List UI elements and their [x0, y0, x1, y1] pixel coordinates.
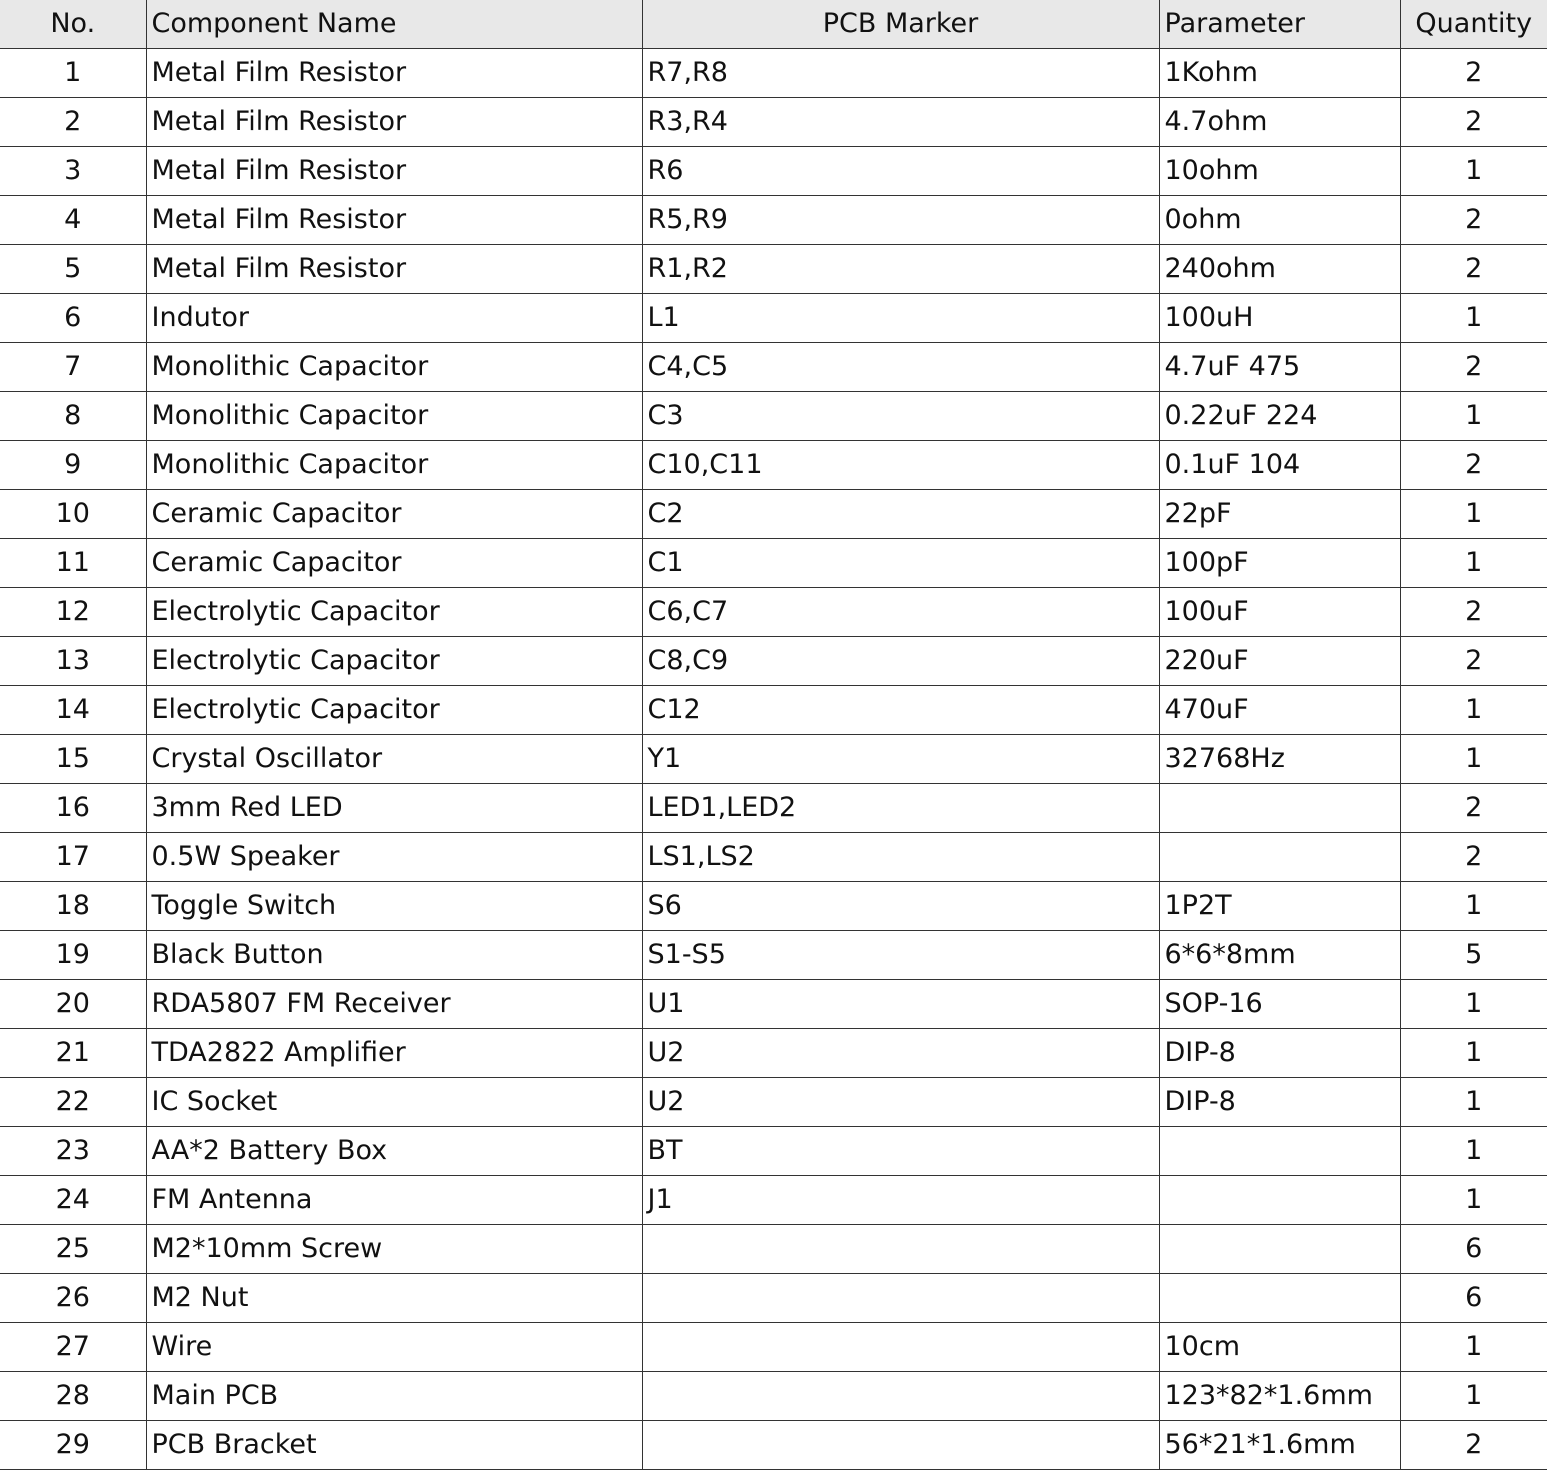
table-row: [0, 1274, 1547, 1323]
cell-no: 1: [0, 49, 146, 98]
cell-quantity: 2: [1400, 98, 1547, 147]
cell-pcb-marker: C3: [642, 392, 1159, 441]
cell-component-name: Electrolytic Capacitor: [146, 588, 642, 637]
cell-component-name: 0.5W Speaker: [146, 833, 642, 882]
table-row: [0, 1372, 1547, 1421]
table-row: [0, 245, 1547, 294]
cell-pcb-marker: C4,C5: [642, 343, 1159, 392]
cell-parameter: 6*6*8mm: [1159, 931, 1400, 980]
cell-parameter: [1159, 1225, 1400, 1274]
cell-quantity: 2: [1400, 343, 1547, 392]
cell-pcb-marker: S6: [642, 882, 1159, 931]
cell-component-name: Metal Film Resistor: [146, 147, 642, 196]
cell-pcb-marker: C10,C11: [642, 441, 1159, 490]
cell-parameter: 10cm: [1159, 1323, 1400, 1372]
cell-parameter: 10ohm: [1159, 147, 1400, 196]
cell-component-name: Metal Film Resistor: [146, 245, 642, 294]
cell-parameter: 4.7ohm: [1159, 98, 1400, 147]
cell-component-name: Metal Film Resistor: [146, 49, 642, 98]
cell-quantity: 1: [1400, 490, 1547, 539]
cell-quantity: 1: [1400, 392, 1547, 441]
cell-pcb-marker: U2: [642, 1029, 1159, 1078]
header-quantity: Quantity: [1400, 0, 1547, 49]
cell-component-name: Main PCB: [146, 1372, 642, 1421]
cell-no: 17: [0, 833, 146, 882]
cell-quantity: 2: [1400, 833, 1547, 882]
cell-no: 13: [0, 637, 146, 686]
cell-component-name: Monolithic Capacitor: [146, 392, 642, 441]
cell-component-name: TDA2822 Amplifier: [146, 1029, 642, 1078]
cell-no: 6: [0, 294, 146, 343]
cell-parameter: SOP-16: [1159, 980, 1400, 1029]
cell-quantity: 2: [1400, 441, 1547, 490]
cell-quantity: 1: [1400, 294, 1547, 343]
cell-no: 9: [0, 441, 146, 490]
cell-quantity: 1: [1400, 1127, 1547, 1176]
cell-pcb-marker: L1: [642, 294, 1159, 343]
cell-parameter: 56*21*1.6mm: [1159, 1421, 1400, 1470]
cell-pcb-marker: [642, 1274, 1159, 1323]
cell-quantity: 5: [1400, 931, 1547, 980]
cell-component-name: Metal Film Resistor: [146, 98, 642, 147]
cell-pcb-marker: C8,C9: [642, 637, 1159, 686]
cell-no: 10: [0, 490, 146, 539]
cell-component-name: Electrolytic Capacitor: [146, 637, 642, 686]
table-row: [0, 49, 1547, 98]
cell-component-name: Wire: [146, 1323, 642, 1372]
table-row: [0, 931, 1547, 980]
table-row: [0, 980, 1547, 1029]
cell-no: 29: [0, 1421, 146, 1470]
cell-parameter: 0.22uF 224: [1159, 392, 1400, 441]
cell-parameter: 123*82*1.6mm: [1159, 1372, 1400, 1421]
table-row: [0, 637, 1547, 686]
cell-quantity: 2: [1400, 1421, 1547, 1470]
cell-no: 11: [0, 539, 146, 588]
table-row: [0, 343, 1547, 392]
cell-pcb-marker: BT: [642, 1127, 1159, 1176]
cell-pcb-marker: C12: [642, 686, 1159, 735]
cell-pcb-marker: [642, 1372, 1159, 1421]
table-row: [0, 1078, 1547, 1127]
cell-no: 26: [0, 1274, 146, 1323]
cell-pcb-marker: R5,R9: [642, 196, 1159, 245]
cell-no: 25: [0, 1225, 146, 1274]
cell-quantity: 1: [1400, 1176, 1547, 1225]
cell-quantity: 1: [1400, 882, 1547, 931]
table-row: [0, 98, 1547, 147]
cell-component-name: Crystal Oscillator: [146, 735, 642, 784]
cell-component-name: Ceramic Capacitor: [146, 490, 642, 539]
cell-pcb-marker: U1: [642, 980, 1159, 1029]
cell-pcb-marker: Y1: [642, 735, 1159, 784]
cell-no: 23: [0, 1127, 146, 1176]
cell-no: 24: [0, 1176, 146, 1225]
cell-quantity: 1: [1400, 1372, 1547, 1421]
cell-no: 28: [0, 1372, 146, 1421]
table-row: [0, 392, 1547, 441]
cell-component-name: Monolithic Capacitor: [146, 441, 642, 490]
table-row: [0, 1225, 1547, 1274]
cell-pcb-marker: R7,R8: [642, 49, 1159, 98]
cell-quantity: 1: [1400, 1078, 1547, 1127]
cell-quantity: 2: [1400, 196, 1547, 245]
cell-parameter: [1159, 1274, 1400, 1323]
cell-quantity: 6: [1400, 1225, 1547, 1274]
cell-no: 22: [0, 1078, 146, 1127]
cell-pcb-marker: S1-S5: [642, 931, 1159, 980]
cell-pcb-marker: C6,C7: [642, 588, 1159, 637]
cell-component-name: Metal Film Resistor: [146, 196, 642, 245]
header-parameter: Parameter: [1159, 0, 1400, 49]
cell-parameter: DIP-8: [1159, 1029, 1400, 1078]
table-row: [0, 147, 1547, 196]
table-row: [0, 735, 1547, 784]
table-row: [0, 294, 1547, 343]
cell-parameter: 240ohm: [1159, 245, 1400, 294]
cell-component-name: AA*2 Battery Box: [146, 1127, 642, 1176]
cell-no: 3: [0, 147, 146, 196]
cell-parameter: 22pF: [1159, 490, 1400, 539]
cell-pcb-marker: LED1,LED2: [642, 784, 1159, 833]
header-pcb-marker: PCB Marker: [642, 0, 1159, 49]
cell-parameter: 1P2T: [1159, 882, 1400, 931]
cell-parameter: 100uH: [1159, 294, 1400, 343]
cell-component-name: Ceramic Capacitor: [146, 539, 642, 588]
cell-parameter: 100uF: [1159, 588, 1400, 637]
table-row: [0, 1029, 1547, 1078]
cell-quantity: 1: [1400, 1029, 1547, 1078]
cell-pcb-marker: [642, 1323, 1159, 1372]
cell-parameter: 470uF: [1159, 686, 1400, 735]
table-row: [0, 490, 1547, 539]
table-row: [0, 588, 1547, 637]
cell-parameter: 32768Hz: [1159, 735, 1400, 784]
cell-no: 18: [0, 882, 146, 931]
cell-pcb-marker: J1: [642, 1176, 1159, 1225]
cell-pcb-marker: [642, 1225, 1159, 1274]
table-row: [0, 1421, 1547, 1470]
cell-quantity: 1: [1400, 147, 1547, 196]
cell-component-name: Indutor: [146, 294, 642, 343]
cell-quantity: 2: [1400, 588, 1547, 637]
cell-no: 16: [0, 784, 146, 833]
cell-parameter: 0ohm: [1159, 196, 1400, 245]
table-row: [0, 686, 1547, 735]
cell-component-name: Electrolytic Capacitor: [146, 686, 642, 735]
table-body: [0, 49, 1547, 1470]
cell-quantity: 2: [1400, 245, 1547, 294]
cell-parameter: [1159, 1127, 1400, 1176]
cell-no: 2: [0, 98, 146, 147]
cell-component-name: PCB Bracket: [146, 1421, 642, 1470]
table-row: [0, 1176, 1547, 1225]
cell-no: 5: [0, 245, 146, 294]
cell-pcb-marker: R6: [642, 147, 1159, 196]
cell-parameter: 4.7uF 475: [1159, 343, 1400, 392]
cell-quantity: 1: [1400, 1323, 1547, 1372]
cell-parameter: 1Kohm: [1159, 49, 1400, 98]
cell-pcb-marker: [642, 1421, 1159, 1470]
table-row: [0, 441, 1547, 490]
cell-no: 14: [0, 686, 146, 735]
cell-component-name: M2*10mm Screw: [146, 1225, 642, 1274]
cell-component-name: IC Socket: [146, 1078, 642, 1127]
cell-no: 15: [0, 735, 146, 784]
cell-no: 12: [0, 588, 146, 637]
cell-quantity: 1: [1400, 686, 1547, 735]
header-no: No.: [0, 0, 146, 49]
cell-parameter: 100pF: [1159, 539, 1400, 588]
cell-quantity: 1: [1400, 539, 1547, 588]
cell-no: 8: [0, 392, 146, 441]
cell-component-name: Toggle Switch: [146, 882, 642, 931]
cell-no: 20: [0, 980, 146, 1029]
cell-quantity: 1: [1400, 735, 1547, 784]
cell-no: 19: [0, 931, 146, 980]
cell-no: 21: [0, 1029, 146, 1078]
cell-parameter: 220uF: [1159, 637, 1400, 686]
cell-pcb-marker: C1: [642, 539, 1159, 588]
cell-pcb-marker: LS1,LS2: [642, 833, 1159, 882]
table-row: [0, 196, 1547, 245]
cell-quantity: 6: [1400, 1274, 1547, 1323]
table-row: [0, 882, 1547, 931]
cell-parameter: DIP-8: [1159, 1078, 1400, 1127]
cell-pcb-marker: C2: [642, 490, 1159, 539]
cell-pcb-marker: R1,R2: [642, 245, 1159, 294]
table-row: [0, 1323, 1547, 1372]
cell-no: 27: [0, 1323, 146, 1372]
cell-parameter: [1159, 1176, 1400, 1225]
cell-component-name: Black Button: [146, 931, 642, 980]
cell-quantity: 2: [1400, 637, 1547, 686]
cell-no: 4: [0, 196, 146, 245]
cell-pcb-marker: U2: [642, 1078, 1159, 1127]
cell-parameter: [1159, 833, 1400, 882]
table-row: [0, 833, 1547, 882]
table-row: [0, 1127, 1547, 1176]
cell-component-name: Monolithic Capacitor: [146, 343, 642, 392]
cell-parameter: 0.1uF 104: [1159, 441, 1400, 490]
cell-component-name: FM Antenna: [146, 1176, 642, 1225]
cell-quantity: 2: [1400, 49, 1547, 98]
cell-quantity: 2: [1400, 784, 1547, 833]
table-row: [0, 784, 1547, 833]
cell-component-name: M2 Nut: [146, 1274, 642, 1323]
cell-parameter: [1159, 784, 1400, 833]
header-row: [0, 0, 1547, 49]
cell-component-name: 3mm Red LED: [146, 784, 642, 833]
header-component-name: Component Name: [146, 0, 642, 49]
cell-quantity: 1: [1400, 980, 1547, 1029]
table-row: [0, 539, 1547, 588]
cell-no: 7: [0, 343, 146, 392]
cell-pcb-marker: R3,R4: [642, 98, 1159, 147]
cell-component-name: RDA5807 FM Receiver: [146, 980, 642, 1029]
